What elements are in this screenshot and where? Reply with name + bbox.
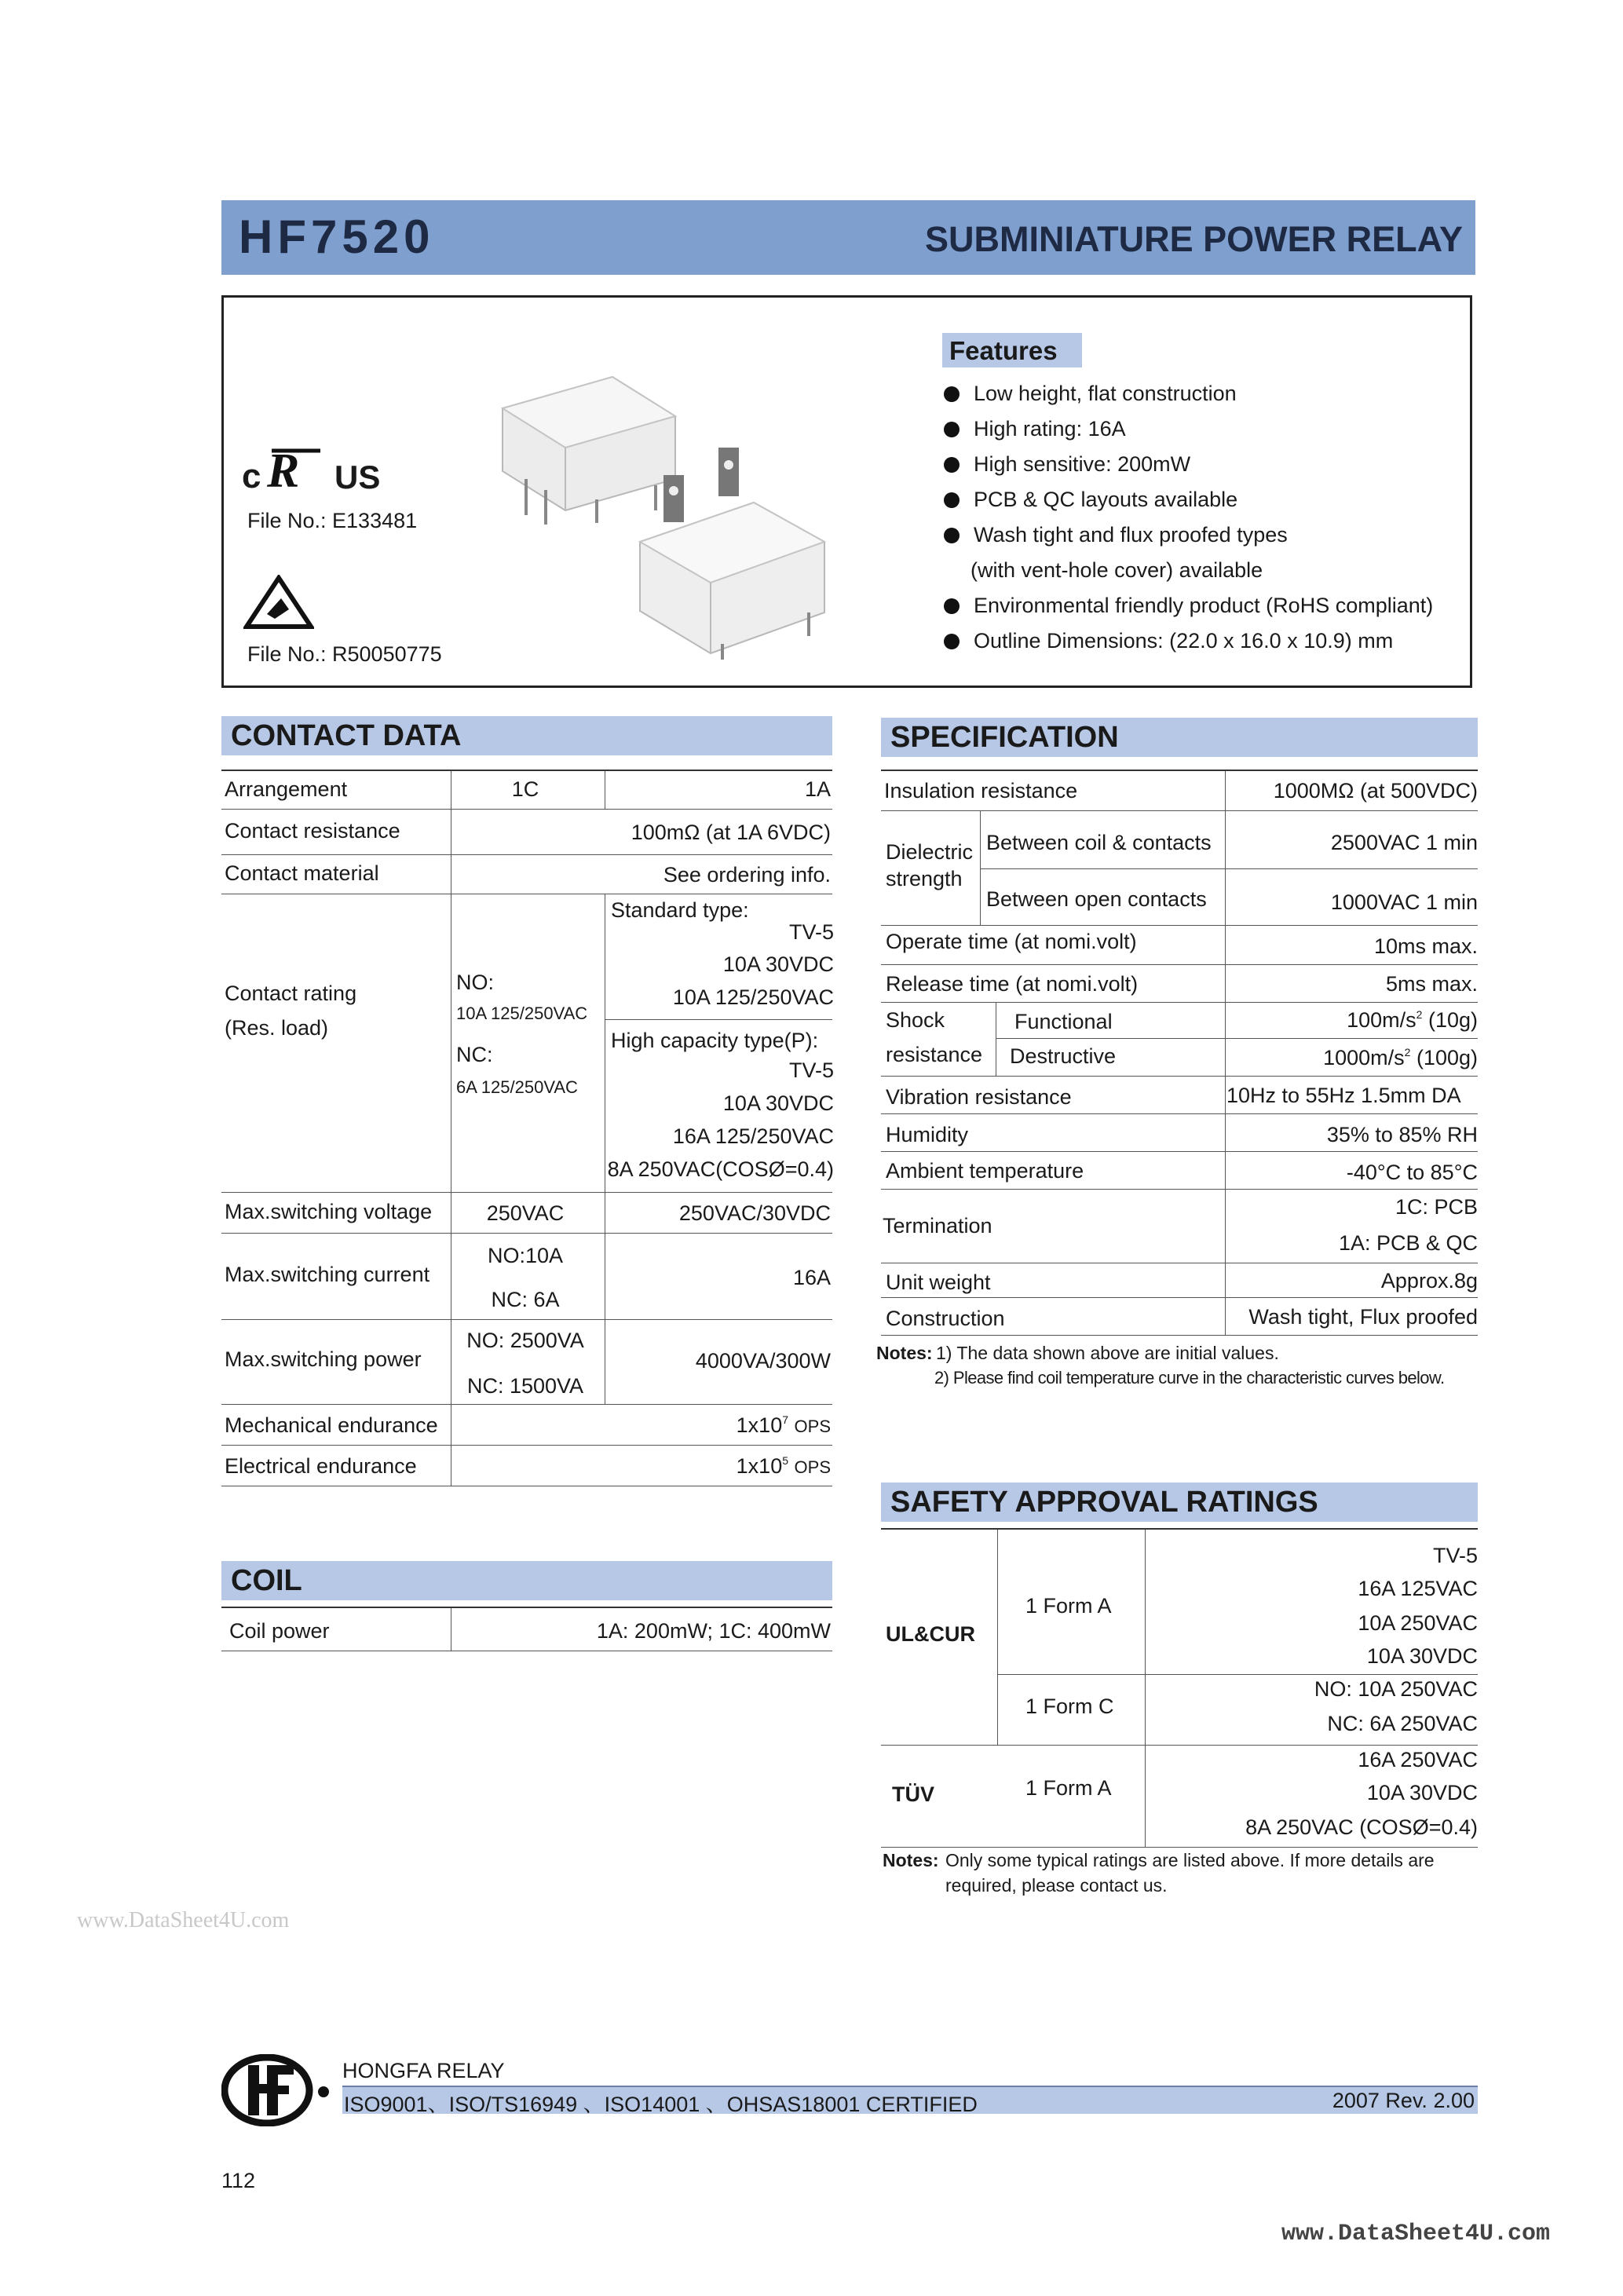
feature-bullet-3 [944,457,960,473]
rule [1145,1530,1146,1847]
feature-item-6: Environmental friendly product (RoHS compliant) [974,594,1434,617]
tuv-file-number: File No.: R50050775 [247,642,442,666]
watermark-left: www.DataSheet4U.com [77,1908,290,1932]
rule [881,1335,1478,1336]
electrical-endurance-value [550,1454,831,1479]
max-voltage-1c: 250VAC [486,1201,565,1225]
rule [997,1530,998,1745]
high-capacity-title: High capacity type(P): [611,1029,819,1052]
contact-material-label: Contact material [225,861,379,885]
rating-no-value: 10A 125/250VAC [456,1004,588,1023]
unit-weight-value: Approx.8g [1380,1269,1478,1292]
shock-functional-exp: 2 [1416,1008,1423,1021]
max-power-no: NO: 2500VA [466,1329,584,1352]
ul-mark [242,446,391,501]
rule [997,1674,1478,1675]
high-capacity-line-3: 16A 125/250VAC [672,1124,834,1148]
construction-label: Construction [886,1307,1005,1330]
insulation-label: Insulation resistance [884,779,1078,803]
mechanical-endurance-unit: OPS [794,1417,831,1436]
arrangement-label: Arrangement [225,777,348,801]
dielectric-label-2: strength [886,867,963,890]
safety-note-1: Only some typical ratings are listed above. If more details are [945,1850,1435,1870]
max-power-nc: NC: 1500VA [466,1374,584,1398]
feature-bullet-7 [944,634,960,649]
tuv-label: TÜV [892,1782,934,1806]
ambient-temperature-label: Ambient temperature [886,1159,1084,1183]
rule [881,1189,1478,1190]
standard-type-line-2: 10A 30VDC [722,952,834,976]
safety-approval-heading: SAFETY APPROVAL RATINGS [881,1483,1478,1522]
ul-form-a-line-3: 10A 250VAC [1358,1611,1478,1635]
contact-data-heading: CONTACT DATA [221,716,832,755]
shock-functional-label: Functional [1014,1010,1113,1033]
rule [221,1607,832,1608]
ul-file-number: File No.: E133481 [247,509,418,532]
rule [881,1745,1478,1746]
rule [881,1151,1478,1152]
arrangement-1c: 1C [511,777,539,801]
feature-item-2: High rating: 16A [974,417,1126,441]
contact-rating-label: Contact rating [225,982,357,1005]
mechanical-endurance-value [550,1413,831,1438]
shock-label-2: resistance [886,1043,983,1066]
shock-functional-value [1225,1008,1478,1033]
dielectric-label: Dielectric [886,840,974,864]
safety-notes-label: Notes: [883,1850,939,1870]
svg-text:R: R [267,446,300,498]
rule [881,1528,1478,1530]
rule [881,1113,1478,1114]
max-current-nc: NC: 6A [491,1288,560,1311]
ul-form-c-line-1: NO: 10A 250VAC [1314,1677,1478,1701]
max-current-1a: 16A [792,1266,831,1289]
spec-note-2: 2) Please find coil temperature curve in the characteristic curves below. [934,1368,1445,1387]
rating-nc-label: NC: [456,1043,493,1066]
rule [221,1192,832,1193]
max-power-1a: 4000VA/300W [695,1349,831,1373]
product-description: SUBMINIATURE POWER RELAY [924,219,1463,259]
release-time-label: Release time (at nomi.volt) [886,972,1139,996]
arrangement-1a: 1A [804,777,831,801]
rule [881,1002,1478,1003]
ambient-temperature-value: -40°C to 85°C [1346,1161,1478,1184]
termination-1a: 1A: PCB & QC [1338,1231,1478,1255]
ul-form-a-label: 1 Form A [1025,1594,1112,1618]
humidity-value: 35% to 85% RH [1326,1123,1478,1146]
coil-heading: COIL [221,1561,832,1600]
contact-rating-label-2: (Res. load) [225,1016,329,1040]
feature-bullet-2 [944,422,960,437]
insulation-value: 1000MΩ (at 500VDC) [1273,779,1478,803]
shock-destructive-tail: (100g) [1410,1046,1478,1069]
shock-destructive-exp: 2 [1404,1046,1411,1058]
construction-value: Wash tight, Flux proofed [1248,1305,1478,1329]
ul-us-letters: US [334,459,381,495]
feature-bullet-4 [944,492,960,508]
relay-photo [487,361,856,660]
rule [881,770,1478,771]
ul-c-letter: c [242,457,261,495]
dielectric-open-contacts-value: 1000VAC 1 min [1330,890,1478,914]
features-title: Features [949,336,1058,365]
dielectric-coil-contacts-label: Between coil & contacts [986,831,1212,854]
rule [221,854,832,855]
dielectric-coil-contacts-value: 2500VAC 1 min [1330,831,1478,854]
electrical-endurance-base: 1x10 [736,1454,783,1478]
mechanical-endurance-base: 1x10 [736,1413,783,1437]
shock-functional-tail: (10g) [1422,1008,1478,1032]
shock-functional-base: 100m/s [1347,1008,1416,1032]
rating-nc-value: 6A 125/250VAC [456,1077,578,1097]
tuv-form-a-label: 1 Form A [1025,1776,1112,1800]
humidity-label: Humidity [886,1123,969,1146]
page-number: 112 [221,2169,256,2192]
ul-form-a-line-2: 16A 125VAC [1358,1577,1478,1600]
rating-no-label: NO: [456,971,495,994]
vibration-label: Vibration resistance [886,1085,1072,1109]
rule [996,1038,1478,1039]
max-current-no: NO:10A [487,1244,564,1267]
contact-material-value: See ordering info. [663,863,831,887]
rule [221,1404,832,1405]
rule [605,1019,832,1020]
max-current-label: Max.switching current [225,1263,430,1286]
feature-item-5-cont: (with vent-hole cover) available [971,558,1263,582]
release-time-value: 5ms max. [1385,972,1478,996]
company-name: HONGFA RELAY [342,2059,505,2082]
feature-item-1: Low height, flat construction [974,382,1237,405]
unit-weight-label: Unit weight [886,1270,991,1294]
ul-form-c-line-2: NC: 6A 250VAC [1327,1712,1478,1735]
dielectric-open-contacts-label: Between open contacts [986,887,1207,911]
tuv-line-1: 16A 250VAC [1358,1748,1478,1771]
rule [221,809,832,810]
rule [881,1297,1478,1298]
termination-1c: 1C: PCB [1395,1195,1478,1219]
revision: 2007 Rev. 2.00 [1332,2089,1475,2112]
spec-notes-label: Notes: [876,1343,933,1363]
feature-bullet-1 [944,386,960,402]
feature-bullet-5 [944,528,960,543]
max-power-label: Max.switching power [225,1347,422,1371]
ul-form-a-line-1: TV-5 [1432,1544,1478,1567]
contact-resistance-value: 100mΩ (at 1A 6VDC) [631,821,831,844]
ul-form-c-label: 1 Form C [1025,1695,1114,1718]
coil-power-label: Coil power [229,1619,330,1643]
high-capacity-line-1: TV-5 [788,1058,834,1082]
spec-note-1: 1) The data shown above are initial values. [936,1343,1279,1363]
termination-label: Termination [883,1214,992,1238]
feature-bullet-6 [944,598,960,614]
ul-logo-icon [265,446,328,501]
standard-type-line-1: TV-5 [788,920,834,944]
shock-destructive-base: 1000m/s [1323,1046,1405,1069]
rule [221,1233,832,1234]
rule [980,868,1478,869]
rule [881,1847,1478,1848]
electrical-endurance-exp: 5 [782,1454,789,1467]
feature-item-7: Outline Dimensions: (22.0 x 16.0 x 10.9) mm [974,629,1394,653]
tuv-line-3: 8A 250VAC (COSØ=0.4) [1245,1815,1478,1839]
rule [221,1445,832,1446]
high-capacity-line-4: 8A 250VAC(COSØ=0.4) [607,1157,834,1181]
hongfa-logo-icon [221,2054,331,2126]
specification-heading: SPECIFICATION [881,718,1478,757]
operate-time-value: 10ms max. [1373,934,1478,958]
rule [881,1076,1478,1077]
electrical-endurance-label: Electrical endurance [225,1454,417,1478]
feature-item-4: PCB & QC layouts available [974,488,1238,511]
contact-resistance-label: Contact resistance [225,819,400,843]
operate-time-label: Operate time (at nomi.volt) [886,930,1137,953]
standard-type-line-3: 10A 125/250VAC [672,985,834,1009]
high-capacity-line-2: 10A 30VDC [722,1091,834,1115]
certifications: ISO9001、ISO/TS16949 、ISO14001 、OHSAS18001 CERTIFIED [344,2093,978,2116]
electrical-endurance-unit: OPS [794,1457,831,1477]
tuv-triangle-icon [243,575,314,630]
rule [221,770,832,771]
tuv-line-2: 10A 30VDC [1366,1781,1478,1804]
watermark-right: www.DataSheet4U.com [1281,2221,1551,2247]
ul-cur-label: UL&CUR [886,1622,975,1646]
title-bar [221,200,1475,275]
coil-power-value: 1A: 200mW; 1C: 400mW [596,1619,831,1643]
max-voltage-label: Max.switching voltage [225,1200,433,1223]
rule [221,1319,832,1320]
shock-destructive-value [1225,1046,1478,1070]
rule [980,810,981,925]
rule [881,810,1478,811]
ul-form-a-line-4: 10A 30VDC [1366,1644,1478,1668]
mechanical-endurance-label: Mechanical endurance [225,1413,438,1437]
shock-destructive-label: Destructive [1010,1044,1117,1068]
feature-item-3: High sensitive: 200mW [974,452,1191,476]
shock-label: Shock [886,1008,945,1032]
product-model: HF7520 [239,210,435,263]
rule [881,925,1478,926]
vibration-value: 10Hz to 55Hz 1.5mm DA [1226,1084,1461,1107]
max-voltage-1a: 250VAC/30VDC [678,1201,831,1225]
rule [1225,771,1226,1335]
safety-note-2: required, please contact us. [945,1875,1168,1896]
mechanical-endurance-exp: 7 [782,1413,789,1426]
feature-item-5: Wash tight and flux proofed types [974,523,1288,547]
standard-type-title: Standard type: [611,898,749,922]
rule [881,964,1478,965]
